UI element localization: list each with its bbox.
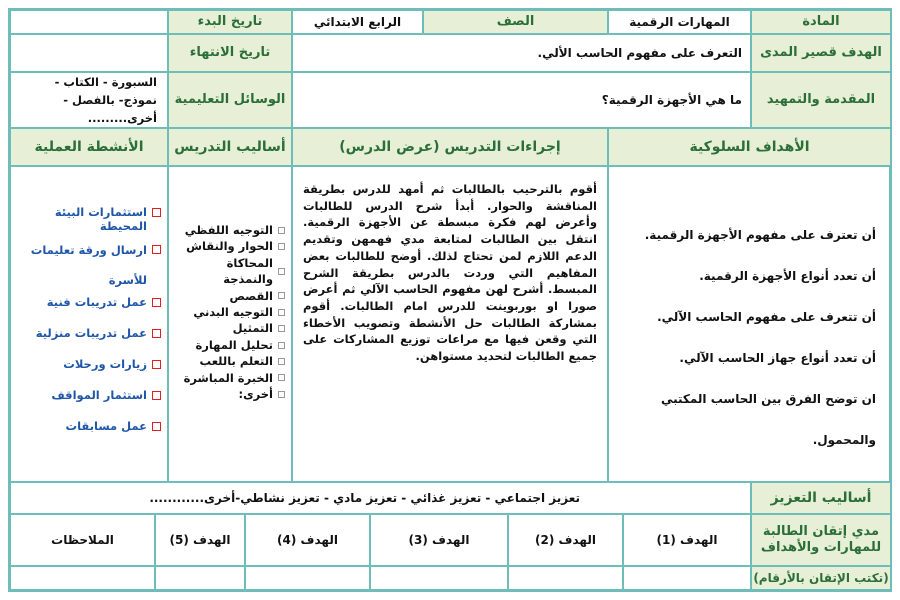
checkbox-icon[interactable] <box>278 374 285 381</box>
short-goal-label: الهدف قصير المدى <box>751 34 891 72</box>
method-item[interactable]: الخبرة المباشرة <box>173 370 285 386</box>
short-goal-value: التعرف على مفهوم الحاسب الألي. <box>292 34 751 72</box>
checkbox-icon[interactable] <box>152 391 161 400</box>
activity-item[interactable]: عمل تدريبات فنية <box>15 295 161 326</box>
goal-3-header: الهدف (3) <box>370 514 508 566</box>
procedures-cell <box>292 166 608 482</box>
method-item[interactable]: التمثيل <box>173 320 285 336</box>
methods-cell <box>168 166 292 482</box>
grade-value: الرابع الابتدائي <box>292 10 423 34</box>
intro-label: المقدمة والتمهيد <box>751 72 891 128</box>
checkbox-icon[interactable] <box>278 358 285 365</box>
start-date-label: تاريخ البدء <box>168 10 292 34</box>
activities-list <box>15 205 161 450</box>
goal-4-value[interactable] <box>245 566 370 590</box>
checkbox-icon[interactable] <box>278 325 285 332</box>
checkbox-icon[interactable] <box>278 243 285 250</box>
method-item[interactable]: التوجيه البدني <box>173 304 285 320</box>
method-item[interactable]: الحوار والنقاش <box>173 238 285 254</box>
goal-2-value[interactable] <box>508 566 623 590</box>
checkbox-icon[interactable] <box>278 391 285 398</box>
behavioral-goals-cell <box>608 166 891 482</box>
reinforcement-value: تعزيز اجتماعي - تعزيز غذائي - تعزيز مادي - تعزيز نشاطي-أخرى............ <box>10 482 751 514</box>
grade-label: الصف <box>423 10 608 34</box>
activity-item[interactable]: عمل تدريبات منزلية <box>15 326 161 357</box>
procedures-header: إجراءات التدريس (عرض الدرس) <box>292 128 608 166</box>
aids-value: السبورة - الكتاب - نموذج- بالفصل - أخرى......... <box>10 72 168 128</box>
notes-header: الملاحظات <box>10 514 155 566</box>
activity-item[interactable]: عمل مسابقات <box>15 419 161 450</box>
checkbox-icon[interactable] <box>152 329 161 338</box>
checkbox-icon[interactable] <box>278 227 285 234</box>
behavioral-goal-item: أن تعدد أنواع الأجهزة الرقمية. <box>699 269 876 283</box>
checkbox-icon[interactable] <box>152 422 161 431</box>
mastery-label: مدي إتقان الطالبة للمهارات والأهداف <box>751 514 891 566</box>
methods-header: أساليب التدريس <box>168 128 292 166</box>
methods-list <box>173 222 285 402</box>
method-item[interactable]: التوجيه اللفظي <box>173 222 285 238</box>
behavioral-goals-header: الأهداف السلوكية <box>608 128 891 166</box>
checkbox-icon[interactable] <box>152 208 161 217</box>
start-date-value[interactable] <box>10 10 168 34</box>
checkbox-icon[interactable] <box>152 298 161 307</box>
notes-value[interactable] <box>10 566 155 590</box>
checkbox-icon[interactable] <box>152 245 161 254</box>
activities-cell <box>10 166 168 482</box>
behavioral-goals-list <box>617 215 876 461</box>
goal-5-value[interactable] <box>155 566 245 590</box>
checkbox-icon[interactable] <box>278 342 285 349</box>
activity-item[interactable]: استثمارات البيئة المحيطة <box>15 205 161 235</box>
checkbox-icon[interactable] <box>278 268 285 275</box>
subject-value: المهارات الرقمية <box>608 10 751 34</box>
checkbox-icon[interactable] <box>278 292 285 299</box>
behavioral-goal-item: أن تتعرف على مفهوم الحاسب الآلي. <box>657 310 876 324</box>
aids-label: الوسائل التعليمية <box>168 72 292 128</box>
end-date-value[interactable] <box>10 34 168 72</box>
goal-2-header: الهدف (2) <box>508 514 623 566</box>
checkbox-icon[interactable] <box>152 360 161 369</box>
activity-item[interactable]: استثمار المواقف <box>15 388 161 419</box>
intro-value: ما هي الأجهزة الرقمية؟ <box>292 72 751 128</box>
activities-header: الأنشطة العملية <box>10 128 168 166</box>
method-item[interactable]: القصص <box>173 288 285 304</box>
activity-item[interactable]: زيارات ورحلات <box>15 357 161 388</box>
checkbox-icon[interactable] <box>278 309 285 316</box>
goal-3-value[interactable] <box>370 566 508 590</box>
procedures-text: أقوم بالترحيب بالطالبات ثم أمهد للدرس بطريقة المناقشة والحوار. أبدأ شرح الدرس للطالبات وأعرض لهم فكرة مبسطة عن الأجهزة الرقمية. انتقل بين الطالبات لمتابعة مدي فهمهن وتقديم الدعم اللازم لمن تحتاج لذلك. أوضح للطالبات بعض المفاهيم التي وردت بالدرس بطريقة الشرح المبسط. أشرح لهن مفهوم الحاسب الآلي ثم أعرض صورا او بوربوينت للدرس امام الطالبات. أقوم بمشاركة الطالبات حل الأنشطة وتصويب الأخطاء التي وقعن فيها مع مراعات توزيع المشاركات على جميع الطالبات لتحديد مستواهن. <box>303 182 597 364</box>
reinforcement-label: أساليب التعزيز <box>751 482 891 514</box>
activity-item[interactable]: ارسال ورقة تعليمات للأسرة <box>15 235 161 295</box>
goal-4-header: الهدف (4) <box>245 514 370 566</box>
method-item[interactable]: أخرى: <box>173 386 285 402</box>
method-item[interactable]: المحاكاة والنمذجة <box>173 255 285 288</box>
mastery-note: (تكتب الإتقان بالأرقام) <box>751 566 891 590</box>
subject-label: المادة <box>751 10 891 34</box>
end-date-label: تاريخ الانتهاء <box>168 34 292 72</box>
goal-5-header: الهدف (5) <box>155 514 245 566</box>
behavioral-goal-item: أن تعدد أنواع جهاز الحاسب الآلي. <box>679 351 876 365</box>
goal-1-value[interactable] <box>623 566 751 590</box>
method-item[interactable]: التعلم باللعب <box>173 353 285 369</box>
goal-1-header: الهدف (1) <box>623 514 751 566</box>
behavioral-goal-item: أن تعترف على مفهوم الأجهزة الرقمية. <box>644 228 876 242</box>
method-item[interactable]: تحليل المهارة <box>173 337 285 353</box>
behavioral-goal-item: ان توضح الفرق بين الحاسب المكتبي والمحمول. <box>660 392 876 447</box>
